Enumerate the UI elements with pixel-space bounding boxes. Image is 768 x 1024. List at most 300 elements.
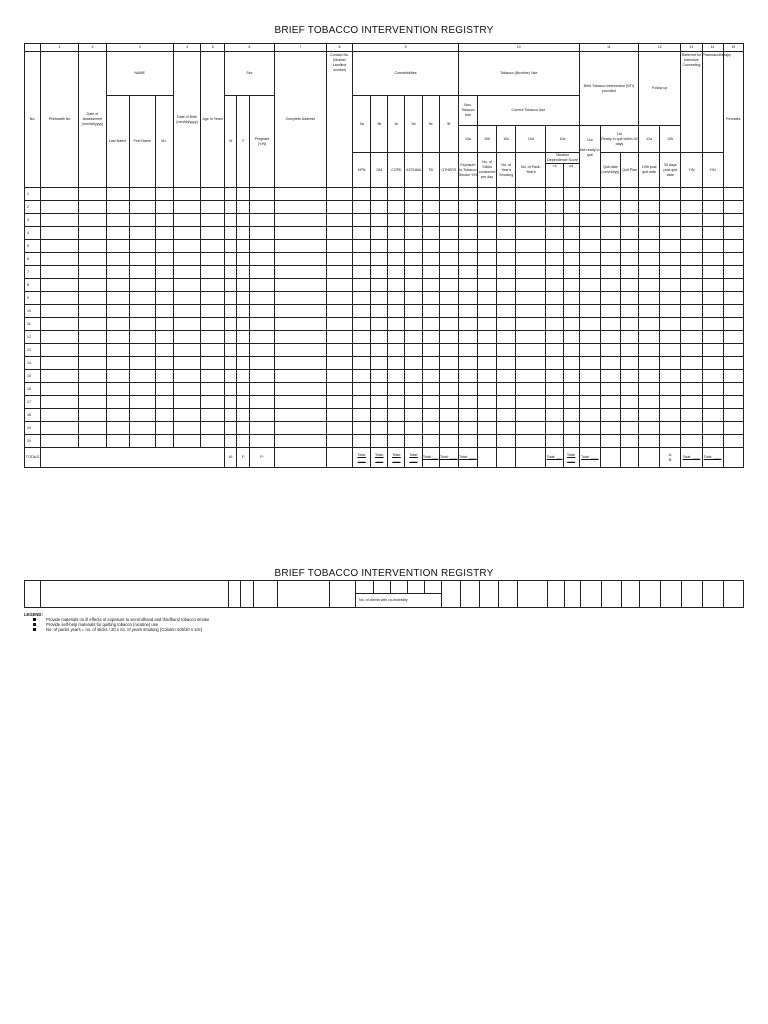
entry-cell[interactable]	[274, 318, 326, 331]
entry-cell[interactable]	[702, 305, 723, 318]
entry-cell[interactable]	[723, 370, 743, 383]
entry-cell[interactable]	[173, 409, 200, 422]
entry-cell[interactable]	[497, 266, 516, 279]
entry-cell[interactable]	[155, 279, 173, 292]
entry-cell[interactable]	[639, 331, 660, 344]
entry-cell[interactable]	[129, 240, 155, 253]
entry-cell[interactable]	[639, 253, 660, 266]
entry-cell[interactable]	[201, 279, 225, 292]
entry-cell[interactable]	[326, 292, 352, 305]
entry-cell[interactable]	[422, 305, 439, 318]
entry-cell[interactable]	[173, 240, 200, 253]
entry-cell[interactable]	[681, 396, 702, 409]
entry-cell[interactable]	[129, 383, 155, 396]
entry-cell[interactable]	[388, 331, 405, 344]
entry-cell[interactable]	[681, 253, 702, 266]
entry-cell[interactable]	[422, 214, 439, 227]
entry-cell[interactable]	[250, 396, 274, 409]
entry-cell[interactable]	[129, 409, 155, 422]
entry-cell[interactable]	[79, 240, 106, 253]
entry-cell[interactable]	[405, 188, 422, 201]
entry-cell[interactable]	[155, 227, 173, 240]
entry-cell[interactable]	[702, 344, 723, 357]
entry-cell[interactable]	[497, 422, 516, 435]
entry-cell[interactable]	[478, 422, 497, 435]
entry-cell[interactable]	[478, 344, 497, 357]
entry-cell[interactable]	[237, 266, 250, 279]
entry-cell[interactable]	[388, 435, 405, 448]
entry-cell[interactable]	[79, 201, 106, 214]
entry-cell[interactable]	[388, 266, 405, 279]
entry-cell[interactable]	[723, 214, 743, 227]
entry-cell[interactable]	[723, 201, 743, 214]
entry-cell[interactable]	[660, 331, 681, 344]
entry-cell[interactable]	[173, 383, 200, 396]
entry-cell[interactable]	[600, 344, 620, 357]
entry-cell[interactable]	[639, 292, 660, 305]
entry-cell[interactable]	[371, 331, 388, 344]
entry-cell[interactable]	[458, 344, 477, 357]
entry-cell[interactable]	[516, 331, 546, 344]
entry-cell[interactable]	[723, 292, 743, 305]
entry-cell[interactable]	[388, 383, 405, 396]
entry-cell[interactable]	[723, 318, 743, 331]
entry-cell[interactable]	[600, 201, 620, 214]
entry-cell[interactable]	[600, 331, 620, 344]
entry-cell[interactable]	[405, 240, 422, 253]
entry-cell[interactable]	[79, 344, 106, 357]
entry-cell[interactable]	[106, 253, 129, 266]
entry-cell[interactable]	[516, 422, 546, 435]
entry-cell[interactable]	[237, 357, 250, 370]
entry-cell[interactable]	[274, 370, 326, 383]
entry-cell[interactable]	[201, 331, 225, 344]
entry-cell[interactable]	[579, 344, 600, 357]
entry-cell[interactable]	[620, 227, 638, 240]
entry-cell[interactable]	[422, 344, 439, 357]
entry-cell[interactable]	[405, 396, 422, 409]
entry-cell[interactable]	[326, 396, 352, 409]
entry-cell[interactable]	[129, 422, 155, 435]
entry-cell[interactable]	[106, 409, 129, 422]
entry-cell[interactable]	[155, 435, 173, 448]
entry-cell[interactable]	[600, 253, 620, 266]
entry-cell[interactable]	[79, 292, 106, 305]
entry-cell[interactable]	[497, 292, 516, 305]
entry-cell[interactable]	[639, 214, 660, 227]
entry-cell[interactable]	[201, 357, 225, 370]
entry-cell[interactable]	[546, 292, 563, 305]
entry-cell[interactable]	[516, 188, 546, 201]
entry-cell[interactable]	[274, 292, 326, 305]
entry-cell[interactable]	[639, 344, 660, 357]
entry-cell[interactable]	[79, 188, 106, 201]
entry-cell[interactable]	[106, 331, 129, 344]
entry-cell[interactable]	[723, 240, 743, 253]
entry-cell[interactable]	[225, 396, 237, 409]
entry-cell[interactable]	[723, 253, 743, 266]
entry-cell[interactable]	[225, 266, 237, 279]
entry-cell[interactable]	[173, 357, 200, 370]
entry-cell[interactable]	[237, 435, 250, 448]
entry-cell[interactable]	[155, 214, 173, 227]
entry-cell[interactable]	[237, 383, 250, 396]
entry-cell[interactable]	[388, 318, 405, 331]
entry-cell[interactable]	[660, 305, 681, 318]
entry-cell[interactable]	[563, 435, 579, 448]
entry-cell[interactable]	[516, 253, 546, 266]
entry-cell[interactable]	[326, 435, 352, 448]
entry-cell[interactable]	[225, 383, 237, 396]
entry-cell[interactable]	[478, 214, 497, 227]
entry-cell[interactable]	[371, 201, 388, 214]
entry-cell[interactable]	[579, 214, 600, 227]
entry-cell[interactable]	[155, 344, 173, 357]
entry-cell[interactable]	[723, 396, 743, 409]
entry-cell[interactable]	[250, 357, 274, 370]
entry-cell[interactable]	[274, 253, 326, 266]
entry-cell[interactable]	[546, 396, 563, 409]
entry-cell[interactable]	[388, 357, 405, 370]
entry-cell[interactable]	[405, 422, 422, 435]
entry-cell[interactable]	[579, 435, 600, 448]
entry-cell[interactable]	[41, 370, 79, 383]
entry-cell[interactable]	[353, 266, 371, 279]
entry-cell[interactable]	[422, 253, 439, 266]
entry-cell[interactable]	[106, 305, 129, 318]
entry-cell[interactable]	[326, 279, 352, 292]
entry-cell[interactable]	[155, 396, 173, 409]
entry-cell[interactable]	[274, 435, 326, 448]
entry-cell[interactable]	[723, 409, 743, 422]
entry-cell[interactable]	[620, 357, 638, 370]
entry-cell[interactable]	[439, 227, 458, 240]
entry-cell[interactable]	[237, 370, 250, 383]
entry-cell[interactable]	[600, 409, 620, 422]
entry-cell[interactable]	[478, 240, 497, 253]
entry-cell[interactable]	[155, 292, 173, 305]
entry-cell[interactable]	[546, 214, 563, 227]
entry-cell[interactable]	[639, 357, 660, 370]
entry-cell[interactable]	[497, 409, 516, 422]
entry-cell[interactable]	[274, 188, 326, 201]
entry-cell[interactable]	[639, 409, 660, 422]
entry-cell[interactable]	[173, 370, 200, 383]
entry-cell[interactable]	[201, 435, 225, 448]
entry-cell[interactable]	[353, 188, 371, 201]
entry-cell[interactable]	[546, 370, 563, 383]
entry-cell[interactable]	[129, 188, 155, 201]
entry-cell[interactable]	[681, 266, 702, 279]
entry-cell[interactable]	[620, 422, 638, 435]
entry-cell[interactable]	[563, 331, 579, 344]
entry-cell[interactable]	[639, 201, 660, 214]
entry-cell[interactable]	[563, 305, 579, 318]
entry-cell[interactable]	[681, 201, 702, 214]
entry-cell[interactable]	[225, 331, 237, 344]
entry-cell[interactable]	[702, 409, 723, 422]
entry-cell[interactable]	[41, 240, 79, 253]
entry-cell[interactable]	[546, 305, 563, 318]
entry-cell[interactable]	[129, 292, 155, 305]
entry-cell[interactable]	[274, 305, 326, 318]
entry-cell[interactable]	[79, 422, 106, 435]
entry-cell[interactable]	[274, 396, 326, 409]
entry-cell[interactable]	[681, 370, 702, 383]
entry-cell[interactable]	[371, 435, 388, 448]
entry-cell[interactable]	[388, 344, 405, 357]
entry-cell[interactable]	[702, 279, 723, 292]
entry-cell[interactable]	[371, 227, 388, 240]
entry-cell[interactable]	[439, 383, 458, 396]
entry-cell[interactable]	[155, 305, 173, 318]
entry-cell[interactable]	[388, 370, 405, 383]
entry-cell[interactable]	[516, 344, 546, 357]
entry-cell[interactable]	[274, 279, 326, 292]
entry-cell[interactable]	[579, 253, 600, 266]
entry-cell[interactable]	[326, 266, 352, 279]
entry-cell[interactable]	[681, 435, 702, 448]
entry-cell[interactable]	[458, 214, 477, 227]
entry-cell[interactable]	[723, 383, 743, 396]
entry-cell[interactable]	[563, 253, 579, 266]
entry-cell[interactable]	[639, 266, 660, 279]
entry-cell[interactable]	[439, 344, 458, 357]
entry-cell[interactable]	[422, 279, 439, 292]
entry-cell[interactable]	[225, 201, 237, 214]
entry-cell[interactable]	[129, 227, 155, 240]
entry-cell[interactable]	[326, 422, 352, 435]
entry-cell[interactable]	[439, 357, 458, 370]
entry-cell[interactable]	[439, 318, 458, 331]
entry-cell[interactable]	[478, 253, 497, 266]
entry-cell[interactable]	[106, 357, 129, 370]
entry-cell[interactable]	[600, 435, 620, 448]
entry-cell[interactable]	[516, 396, 546, 409]
entry-cell[interactable]	[106, 344, 129, 357]
entry-cell[interactable]	[225, 305, 237, 318]
entry-cell[interactable]	[546, 344, 563, 357]
entry-cell[interactable]	[326, 383, 352, 396]
entry-cell[interactable]	[702, 383, 723, 396]
entry-cell[interactable]	[41, 357, 79, 370]
entry-cell[interactable]	[620, 370, 638, 383]
entry-cell[interactable]	[516, 266, 546, 279]
entry-cell[interactable]	[201, 344, 225, 357]
entry-cell[interactable]	[79, 357, 106, 370]
entry-cell[interactable]	[326, 253, 352, 266]
entry-cell[interactable]	[388, 227, 405, 240]
entry-cell[interactable]	[326, 344, 352, 357]
entry-cell[interactable]	[497, 240, 516, 253]
entry-cell[interactable]	[620, 305, 638, 318]
entry-cell[interactable]	[326, 305, 352, 318]
entry-cell[interactable]	[405, 331, 422, 344]
entry-cell[interactable]	[129, 318, 155, 331]
entry-cell[interactable]	[497, 305, 516, 318]
entry-cell[interactable]	[546, 409, 563, 422]
entry-cell[interactable]	[201, 383, 225, 396]
entry-cell[interactable]	[129, 344, 155, 357]
entry-cell[interactable]	[405, 344, 422, 357]
entry-cell[interactable]	[250, 435, 274, 448]
entry-cell[interactable]	[79, 318, 106, 331]
entry-cell[interactable]	[388, 214, 405, 227]
entry-cell[interactable]	[639, 227, 660, 240]
entry-cell[interactable]	[563, 409, 579, 422]
entry-cell[interactable]	[497, 214, 516, 227]
entry-cell[interactable]	[237, 305, 250, 318]
entry-cell[interactable]	[563, 396, 579, 409]
entry-cell[interactable]	[237, 214, 250, 227]
entry-cell[interactable]	[620, 331, 638, 344]
entry-cell[interactable]	[155, 422, 173, 435]
entry-cell[interactable]	[660, 253, 681, 266]
entry-cell[interactable]	[155, 383, 173, 396]
entry-cell[interactable]	[79, 396, 106, 409]
entry-cell[interactable]	[173, 214, 200, 227]
entry-cell[interactable]	[237, 422, 250, 435]
entry-cell[interactable]	[79, 227, 106, 240]
entry-cell[interactable]	[353, 305, 371, 318]
entry-cell[interactable]	[681, 279, 702, 292]
entry-cell[interactable]	[79, 253, 106, 266]
entry-cell[interactable]	[620, 344, 638, 357]
entry-cell[interactable]	[237, 344, 250, 357]
entry-cell[interactable]	[173, 253, 200, 266]
entry-cell[interactable]	[546, 227, 563, 240]
entry-cell[interactable]	[405, 227, 422, 240]
entry-cell[interactable]	[274, 214, 326, 227]
entry-cell[interactable]	[326, 357, 352, 370]
entry-cell[interactable]	[106, 422, 129, 435]
entry-cell[interactable]	[639, 318, 660, 331]
entry-cell[interactable]	[478, 305, 497, 318]
entry-cell[interactable]	[702, 240, 723, 253]
entry-cell[interactable]	[516, 409, 546, 422]
entry-cell[interactable]	[600, 279, 620, 292]
entry-cell[interactable]	[155, 266, 173, 279]
entry-cell[interactable]	[250, 279, 274, 292]
entry-cell[interactable]	[620, 318, 638, 331]
entry-cell[interactable]	[237, 318, 250, 331]
entry-cell[interactable]	[201, 422, 225, 435]
entry-cell[interactable]	[250, 292, 274, 305]
entry-cell[interactable]	[660, 188, 681, 201]
entry-cell[interactable]	[439, 409, 458, 422]
entry-cell[interactable]	[516, 370, 546, 383]
entry-cell[interactable]	[702, 370, 723, 383]
entry-cell[interactable]	[563, 188, 579, 201]
entry-cell[interactable]	[405, 266, 422, 279]
entry-cell[interactable]	[681, 188, 702, 201]
entry-cell[interactable]	[41, 422, 79, 435]
entry-cell[interactable]	[173, 227, 200, 240]
entry-cell[interactable]	[600, 292, 620, 305]
entry-cell[interactable]	[439, 292, 458, 305]
entry-cell[interactable]	[41, 318, 79, 331]
entry-cell[interactable]	[458, 279, 477, 292]
entry-cell[interactable]	[326, 214, 352, 227]
entry-cell[interactable]	[371, 305, 388, 318]
entry-cell[interactable]	[250, 318, 274, 331]
entry-cell[interactable]	[439, 435, 458, 448]
entry-cell[interactable]	[702, 292, 723, 305]
entry-cell[interactable]	[681, 357, 702, 370]
entry-cell[interactable]	[79, 279, 106, 292]
entry-cell[interactable]	[225, 279, 237, 292]
entry-cell[interactable]	[439, 331, 458, 344]
entry-cell[interactable]	[106, 370, 129, 383]
entry-cell[interactable]	[201, 370, 225, 383]
entry-cell[interactable]	[237, 292, 250, 305]
entry-cell[interactable]	[546, 357, 563, 370]
entry-cell[interactable]	[579, 357, 600, 370]
entry-cell[interactable]	[388, 396, 405, 409]
entry-cell[interactable]	[497, 279, 516, 292]
entry-cell[interactable]	[155, 201, 173, 214]
entry-cell[interactable]	[41, 214, 79, 227]
entry-cell[interactable]	[353, 344, 371, 357]
entry-cell[interactable]	[250, 266, 274, 279]
entry-cell[interactable]	[422, 435, 439, 448]
entry-cell[interactable]	[106, 435, 129, 448]
entry-cell[interactable]	[250, 370, 274, 383]
entry-cell[interactable]	[326, 188, 352, 201]
entry-cell[interactable]	[405, 383, 422, 396]
entry-cell[interactable]	[422, 422, 439, 435]
entry-cell[interactable]	[371, 214, 388, 227]
entry-cell[interactable]	[458, 331, 477, 344]
entry-cell[interactable]	[563, 370, 579, 383]
entry-cell[interactable]	[579, 292, 600, 305]
entry-cell[interactable]	[600, 227, 620, 240]
entry-cell[interactable]	[41, 396, 79, 409]
entry-cell[interactable]	[639, 188, 660, 201]
entry-cell[interactable]	[600, 188, 620, 201]
entry-cell[interactable]	[274, 422, 326, 435]
entry-cell[interactable]	[546, 240, 563, 253]
entry-cell[interactable]	[497, 344, 516, 357]
entry-cell[interactable]	[353, 318, 371, 331]
entry-cell[interactable]	[723, 188, 743, 201]
entry-cell[interactable]	[388, 305, 405, 318]
entry-cell[interactable]	[225, 253, 237, 266]
entry-cell[interactable]	[497, 201, 516, 214]
entry-cell[interactable]	[371, 344, 388, 357]
entry-cell[interactable]	[439, 201, 458, 214]
entry-cell[interactable]	[600, 422, 620, 435]
entry-cell[interactable]	[250, 188, 274, 201]
entry-cell[interactable]	[439, 214, 458, 227]
entry-cell[interactable]	[225, 344, 237, 357]
entry-cell[interactable]	[173, 318, 200, 331]
entry-cell[interactable]	[201, 266, 225, 279]
entry-cell[interactable]	[155, 409, 173, 422]
entry-cell[interactable]	[225, 318, 237, 331]
entry-cell[interactable]	[371, 279, 388, 292]
entry-cell[interactable]	[405, 279, 422, 292]
entry-cell[interactable]	[405, 357, 422, 370]
entry-cell[interactable]	[41, 227, 79, 240]
entry-cell[interactable]	[371, 357, 388, 370]
entry-cell[interactable]	[388, 188, 405, 201]
entry-cell[interactable]	[201, 240, 225, 253]
entry-cell[interactable]	[250, 227, 274, 240]
entry-cell[interactable]	[620, 201, 638, 214]
entry-cell[interactable]	[458, 227, 477, 240]
entry-cell[interactable]	[371, 266, 388, 279]
